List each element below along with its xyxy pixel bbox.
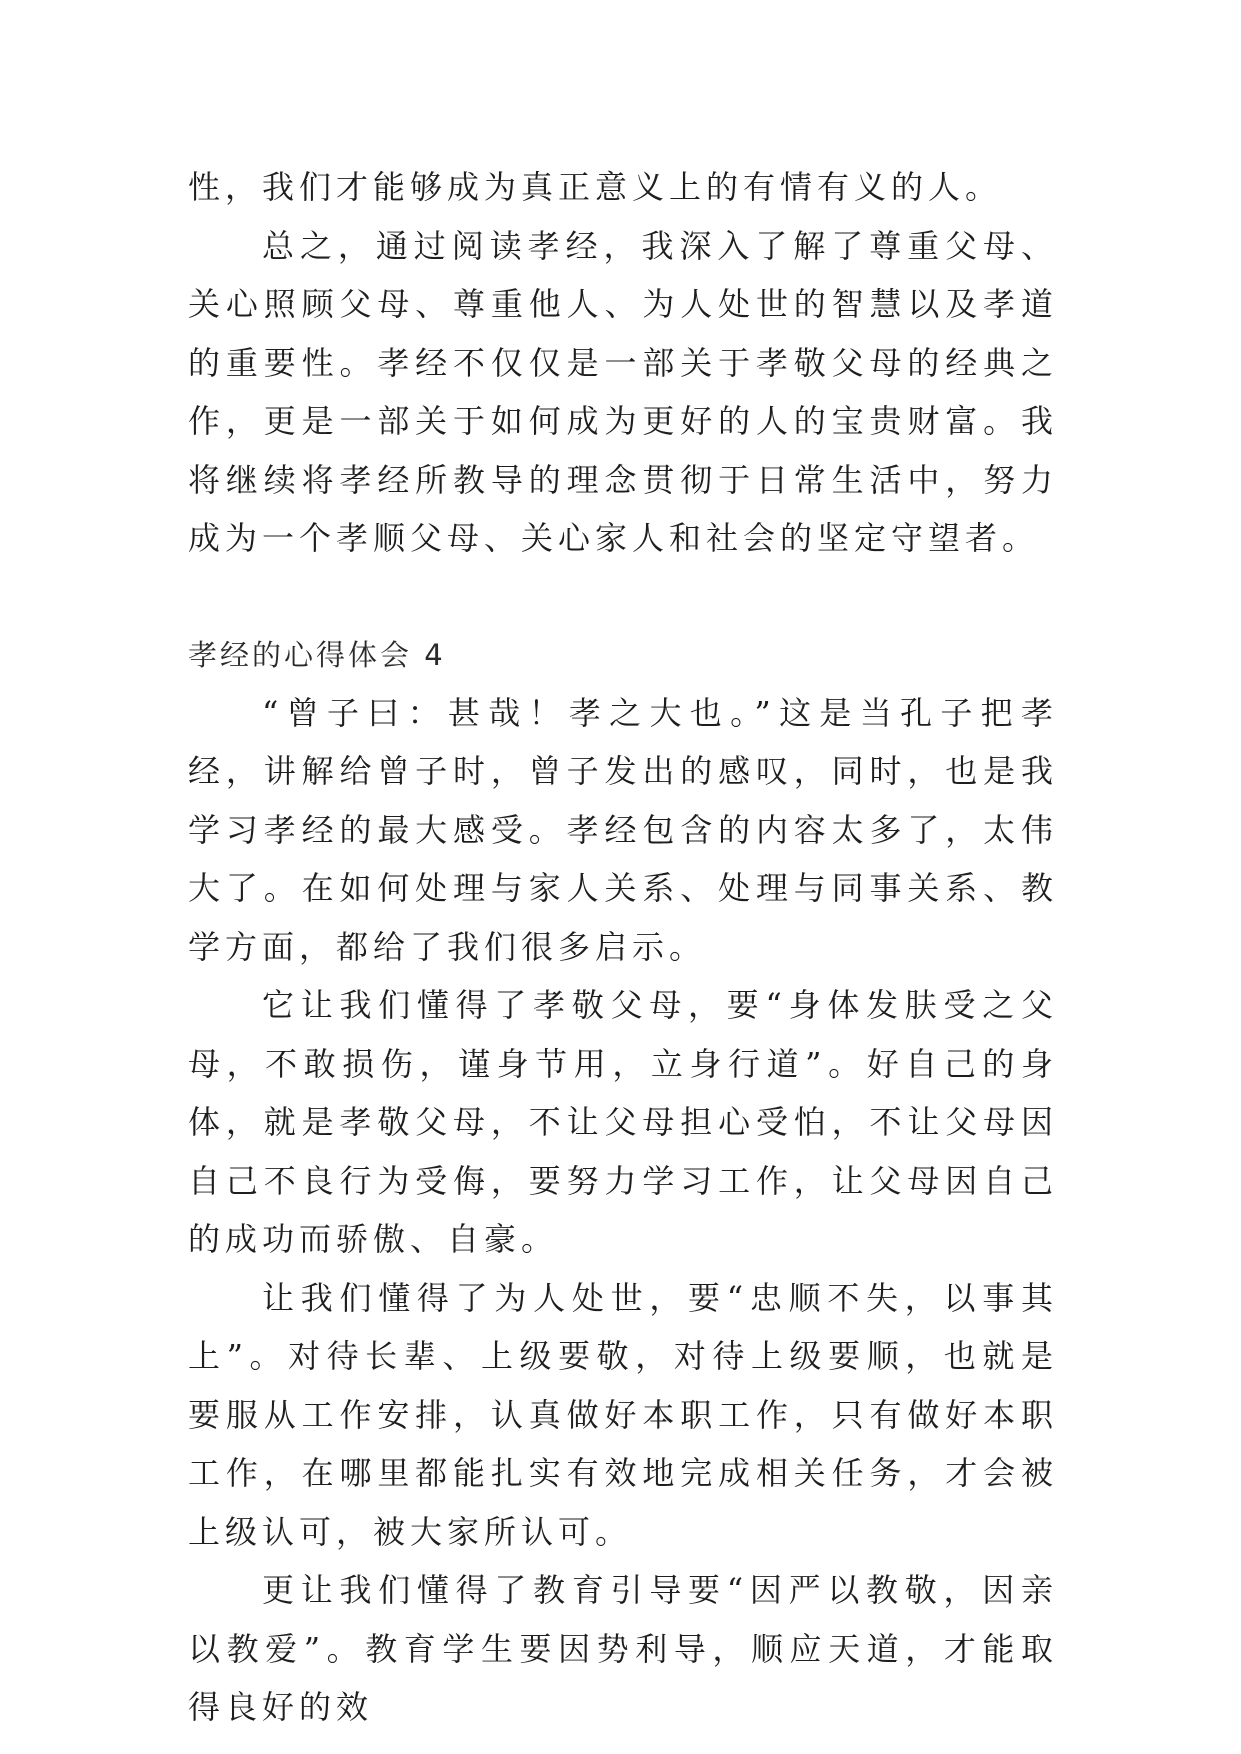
paragraph-filial-piety: 它让我们懂得了孝敬父母，要“身体发肤受之父母，不敢损伤，谨身节用，立身行道”。好自己的身体，就是孝敬父母，不让父母担心受怕，不让父母因自己不良行为受侮，要努力学习工作，让父母因自己的成功而骄傲、自豪。: [188, 986, 1058, 1258]
section-heading: 孝经的心得体会 4: [188, 637, 446, 672]
paragraph-education: 更让我们懂得了教育引导要“因严以教敬，因亲以教爱”。教育学生要因势利导，顺应天道，才能取得良好的效: [188, 1571, 1058, 1726]
paragraph-continued: 性，我们才能够成为真正意义上的有情有义的人。: [188, 168, 1003, 206]
paragraph-summary: 总之，通过阅读孝经，我深入了解了尊重父母、关心照顾父母、尊重他人、为人处世的智慧以及孝道的重要性。孝经不仅仅是一部关于孝敬父母的经典之作，更是一部关于如何成为更好的人的宝贵财富。我将继续将孝经所教导的理念贯彻于日常生活中，努力成为一个孝顺父母、关心家人和社会的坚定守望者。: [188, 226, 1058, 557]
paragraph-intro: “曾子曰：甚哉！孝之大也。”这是当孔子把孝经，讲解给曾子时，曾子发出的感叹，同时，也是我学习孝经的最大感受。孝经包含的内容太多了，太伟大了。在如何处理与家人关系、处理与同事关系、教学方面，都给了我们很多启示。: [188, 693, 1058, 966]
paragraph-conduct: 让我们懂得了为人处世，要“忠顺不失，以事其上”。对待长辈、上级要敬，对待上级要顺，也就是要服从工作安排，认真做好本职工作，只有做好本职工作，在哪里都能扎实有效地完成相关任务，才会被上级认可，被大家所认可。: [188, 1278, 1058, 1551]
document-body: [188, 158, 1058, 1737]
